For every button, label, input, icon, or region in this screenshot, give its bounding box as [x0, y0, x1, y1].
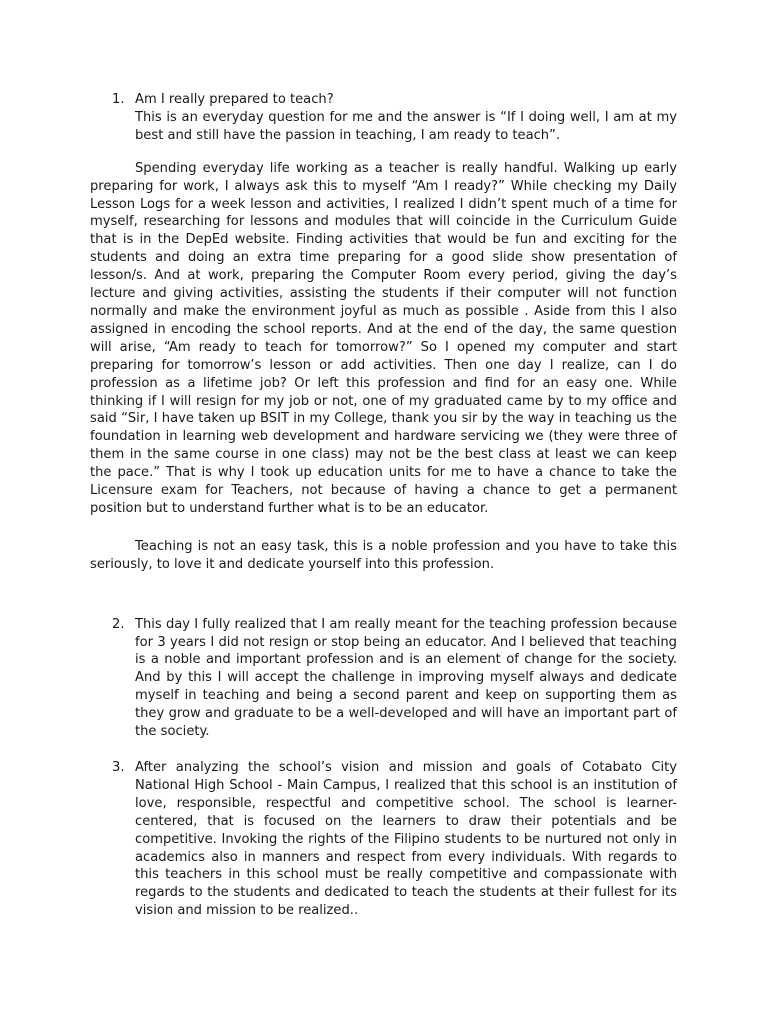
list-item-3: [90, 759, 677, 920]
question-heading: Am I really prepared to teach?: [135, 92, 334, 107]
list-item-text: This day I fully realized that I am really meant for the teaching profession because for 3 years I did not resign or stop being an educator. And I believed that teaching is a noble and important profession and is an element of change for the society. And by this I will accept the challenge in improving myself always and dedicate myself in teaching and being a second parent and keep on supporting them as they grow and graduate to be a well-developed and will have an important part of the society.: [135, 616, 677, 740]
list-number: 1.: [112, 92, 125, 107]
question-answer: This is an everyday question for me and the answer is “If I doing well, I am at my best and still have the passion in teaching, I am ready to teach”.: [135, 109, 677, 143]
list-number: 2.: [112, 616, 125, 632]
list-item-1: [90, 91, 677, 145]
list-item-2: [90, 616, 677, 741]
body-paragraph-1: Spending everyday life working as a teacher is really handful. Walking up early preparing for work, I always ask this to myself “Am I ready?” While checking my Daily Lesson Logs for a week lesson and activities, I realized I didn’t spent much of a time for myself, researching for lessons and modules that will coincide in the Curriculum Guide that is in the DepEd website. Finding activities that would be fun and exciting for the students and doing an extra time preparing for a good slide show presentation of lesson/s. And at work, preparing the Computer Room every period, giving the day’s lecture and giving activities, assisting the students if their computer will not function normally and make the environment joyful as much as possible . Aside from this I also assigned in encoding the school reports. And at the end of the day, the same question will arise, “Am ready to teach for tomorrow?” So I opened my computer and start preparing for tomorrow’s lesson or add activities. Then one day I realize, can I do profession as a lifetime job? Or left this profession and find for an easy one. While thinking if I will resign for my job or not, one of my graduated came by to my office and said “Sir, I have taken up BSIT in my College, thank you sir by the way in teaching us the foundation in learning web development and hardware servicing we (they were three of them in the same course in one class) may not be the best class at least we can keep the pace.” That is why I took up education units for me to have a chance to take the Licensure exam for Teachers, not because of having a chance to get a permanent position but to understand further what is to be an educator.: [90, 160, 677, 516]
list-number: 3.: [112, 760, 125, 775]
body-paragraph-2: Teaching is not an easy task, this is a noble profession and you have to take this seriously, to love it and dedicate yourself into this profession.: [90, 538, 677, 572]
document-page: [90, 91, 677, 920]
list-item-text: After analyzing the school’s vision and mission and goals of Cotabato City National High School - Main Campus, I realized that this school is an institution of love, responsible, respectful and competitive school. The school is learner-centered, that is focused on the learners to draw their potentials and be competitive. Invoking the rights of the Filipino students to be nurtured not only in academics also in manners and respect from every individuals. With regards to this teachers in this school must be really competitive and compassionate with regards to the students and dedicated to teach the students at their fullest for its vision and mission to be realized..: [135, 760, 677, 919]
